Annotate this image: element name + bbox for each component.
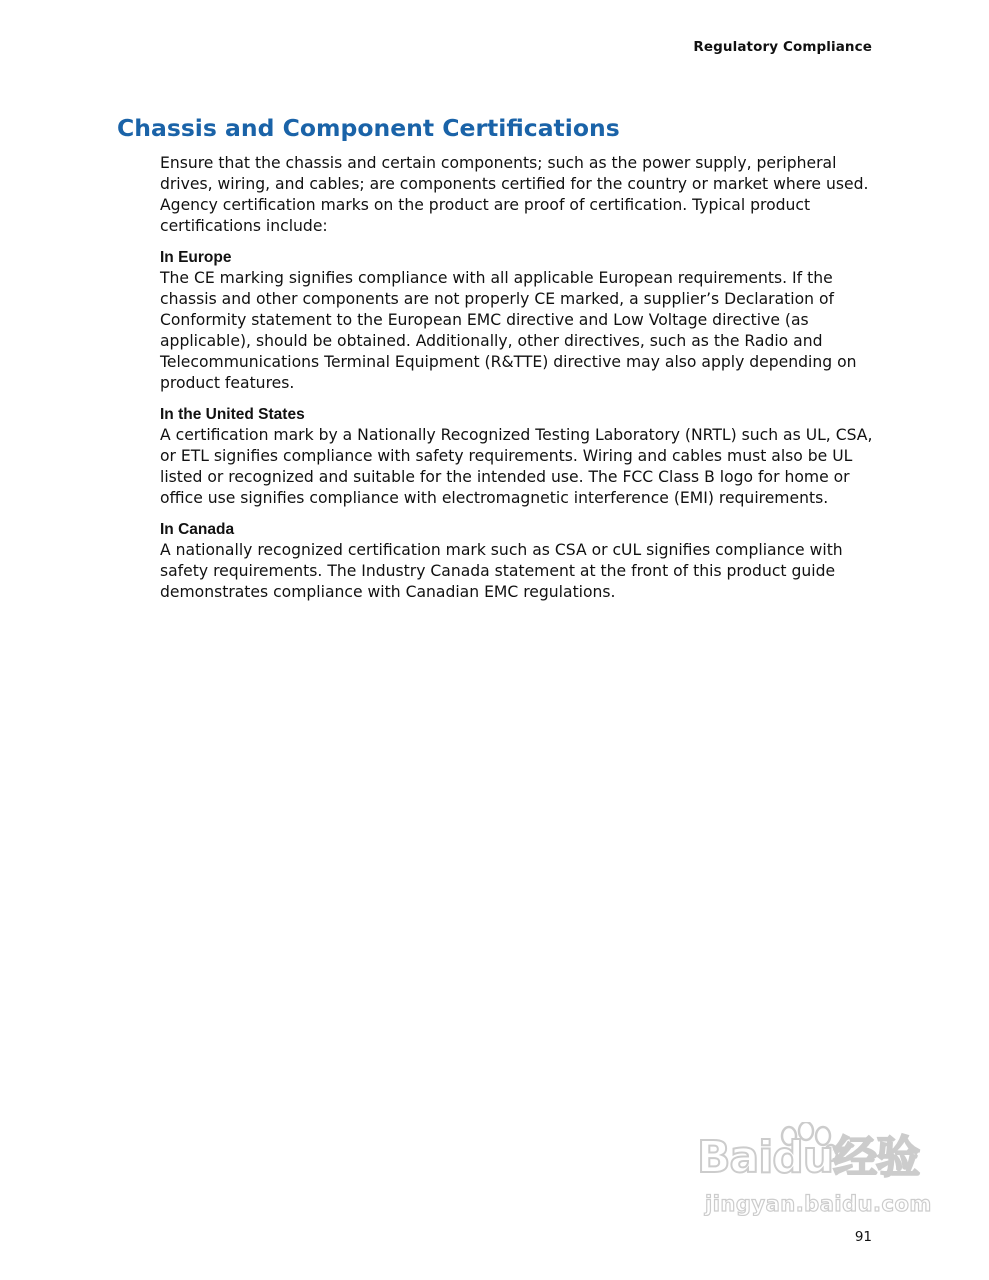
region-text-europe: The CE marking signifies compliance with all applicable European requirements. If the chassis and other components are not properly CE marked, a supplier’s Declaration of Conformity statement to the European EMC directive and Low Voltage directive (as applicable), should be obtained. Additionally, other directives, such as the Radio and Telecommunications Terminal Equipment (R&TTE) directive may also apply depending on product features. bbox=[160, 269, 857, 392]
region-heading-united-states: In the United States bbox=[160, 406, 305, 423]
region-heading-europe: In Europe bbox=[160, 249, 232, 266]
running-header: Regulatory Compliance bbox=[693, 39, 872, 55]
watermark-logo: Baidu经验 bbox=[697, 1132, 920, 1183]
watermark-url: jingyan.baidu.com bbox=[705, 1192, 932, 1216]
page-number: 91 bbox=[854, 1229, 872, 1245]
region-text-canada: A nationally recognized certification mark such as CSA or cUL signifies compliance with safety requirements. The Industry Canada statement at the front of this product guide demonstrates compliance with Canadian EMC regulations. bbox=[160, 541, 843, 601]
section-body bbox=[160, 153, 876, 603]
region-heading-canada: In Canada bbox=[160, 521, 235, 538]
baidu-jingyan-watermark bbox=[697, 1128, 933, 1240]
region-text-united-states: A certification mark by a Nationally Recognized Testing Laboratory (NRTL) such as UL, CSA, or ETL signifies compliance with safety requirements. Wiring and cables must also be UL listed or recognized and suitable for the intended use. The FCC Class B logo for home or office use signifies compliance with electromagnetic interference (EMI) requirements. bbox=[160, 426, 873, 507]
section-title: Chassis and Component Certifications bbox=[117, 114, 620, 142]
intro-paragraph: Ensure that the chassis and certain components; such as the power supply, peripheral drives, wiring, and cables; are components certified for the country or market where used. Agency certification marks on the product are proof of certification. Typical product certifications include: bbox=[160, 154, 869, 235]
